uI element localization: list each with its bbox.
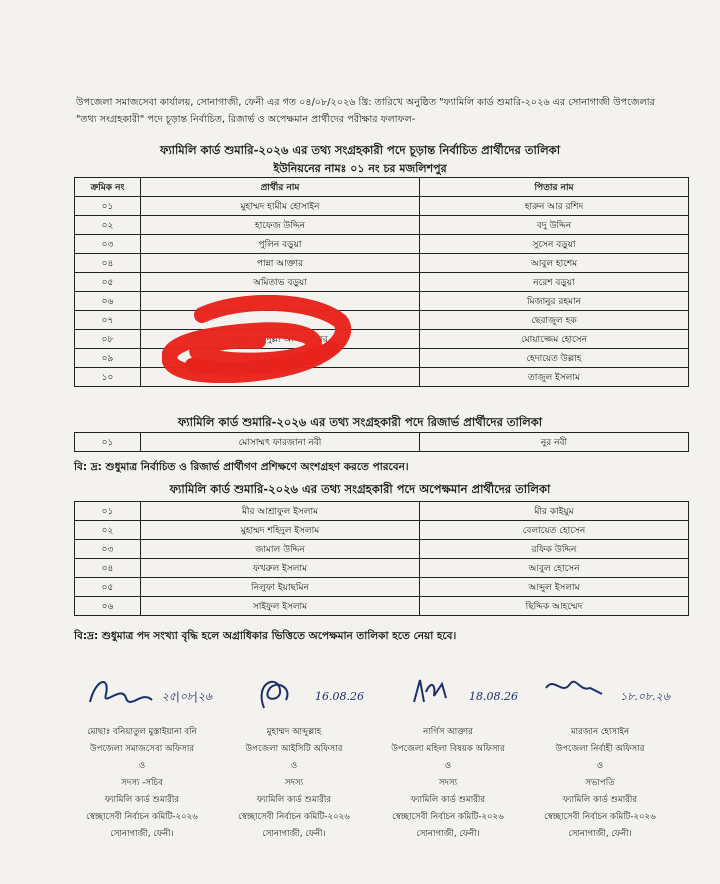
header-candidate-name: প্রার্থীর নাম (141, 178, 420, 197)
signatory-2 (214, 672, 374, 843)
candidate-name-cell: মুহাম্মদ হামীম হোসাইন (141, 197, 420, 216)
serial-cell: ০২ (75, 521, 141, 540)
table-row (75, 235, 689, 254)
signatory-role: সদস্য (438, 778, 458, 788)
table-row (75, 578, 689, 597)
signatory-name: মুহাম্মদ আব্দুল্লাহ (266, 727, 322, 737)
father-name-cell: সুসেন বড়ুয়া (420, 235, 689, 254)
committee-line-2: স্বেচ্ছাসেবী নির্বাচন কমিটি-২০২৬ (86, 812, 198, 822)
signatory-3 (368, 672, 528, 843)
signatory-role: সদস্য (284, 778, 304, 788)
serial-cell: ০১ (75, 502, 141, 521)
table-row (75, 216, 689, 235)
header-serial: ক্রমিক নং (75, 178, 141, 197)
union-name: ইউনিয়নের নামঃ ০১ নং চর মজলিশপুর (273, 162, 447, 175)
waiting-list-title: ফ্যামিলি কার্ড শুমারি-২০২৬ এর তথ্য সংগ্রহকারী পদে অপেক্ষমান প্রার্থীদের তালিকা (169, 482, 551, 496)
father-name-cell: নরেশ বড়ুয়া (420, 273, 689, 292)
father-name-cell: মোয়াজ্জেম হোসেন (420, 330, 689, 349)
committee-line-2: স্বেচ্ছাসেবী নির্বাচন কমিটি-২০২৬ (544, 812, 656, 822)
candidate-name-cell: ফখরুল ইসলাম (141, 559, 420, 578)
candidate-name-cell: অমিতাভ বড়ুয়া (141, 273, 420, 292)
signatory-designation: উপজেলা আইসিটি অফিসার (245, 744, 343, 754)
serial-cell: ০৮ (75, 330, 141, 349)
table-row (75, 540, 689, 559)
serial-cell: ০৯ (75, 349, 141, 368)
location-text: সোনাগাজী, ফেনী। (416, 829, 480, 839)
father-name-cell: মীর কাইয়ুম (420, 502, 689, 521)
serial-cell: ০৫ (75, 578, 141, 597)
signature-date: ২৫|০৮|২৬ (161, 690, 212, 703)
father-name-cell: রফিক উদ্দিন (420, 540, 689, 559)
candidate-name-cell: হাফেজ উদ্দিন (141, 216, 420, 235)
father-name-cell: বেলায়েত হোসেন (420, 521, 689, 540)
father-name-cell: ছেরাজুল হক (420, 311, 689, 330)
red-scribble-redaction (162, 295, 352, 383)
candidate-name-cell: নিলুফা ইয়াছমিন (141, 578, 420, 597)
father-name-cell: আবুল হোসেন (420, 559, 689, 578)
serial-cell: ০৫ (75, 273, 141, 292)
father-name-cell: আব্দুল ইসলাম (420, 578, 689, 597)
father-name-cell: ছিদ্দিক আহম্মেদ (420, 597, 689, 616)
signature-block (62, 672, 682, 842)
candidate-name-cell: মুহাম্মদ শহিদুল ইসলাম (141, 521, 420, 540)
table-row (75, 433, 689, 452)
signatory-name: মোছাঃ বনিয়াতুল মুস্তাইয়ানা বনি (87, 727, 197, 737)
signatory-designation: উপজেলা মহিলা বিষয়ক অফিসার (391, 744, 505, 754)
selected-list-title: ফ্যামিলি কার্ড শুমারি-২০২৬ এর তথ্য সংগ্রহকারী পদে চূড়ান্ত নির্বাচিত প্রার্থীদের তালিকা (159, 143, 561, 157)
committee-line-2: স্বেচ্ছাসেবী নির্বাচন কমিটি-২০২৬ (392, 812, 504, 822)
table-row (75, 273, 689, 292)
signature-date: ১৮.০৮.২৬ (620, 690, 670, 703)
signature-scribble-icon (540, 672, 620, 718)
location-text: সোনাগাজী, ফেনী। (262, 829, 326, 839)
father-name-cell: হারুন আর রশিদ (420, 197, 689, 216)
serial-cell: ০৬ (75, 292, 141, 311)
father-name-cell: তাজুল ইসলাম (420, 368, 689, 387)
signature-scribble-icon (388, 672, 468, 718)
table-row (75, 597, 689, 616)
candidate-name-cell: সাইফুল ইসলাম (141, 597, 420, 616)
conjunction-text: ও (444, 761, 452, 771)
candidate-name-cell: পুলিন বড়ুয়া (141, 235, 420, 254)
signatory-name: নার্গিস আক্তার (423, 727, 473, 737)
reserve-candidates-table (74, 432, 689, 452)
committee-line-2: স্বেচ্ছাসেবী নির্বাচন কমিটি-২০২৬ (238, 812, 350, 822)
committee-line-1: ফ্যামিলি কার্ড শুমারীর (256, 795, 332, 805)
location-text: সোনাগাজী, ফেনী। (568, 829, 632, 839)
conjunction-text: ও (596, 761, 604, 771)
table-row (75, 521, 689, 540)
father-name-cell: বদু উদ্দিন (420, 216, 689, 235)
serial-cell: ০৬ (75, 597, 141, 616)
serial-cell: ০৭ (75, 311, 141, 330)
signature-scribble-icon (234, 672, 314, 718)
signatory-4 (520, 672, 680, 843)
signatory-designation: উপজেলা নির্বাহী অফিসার (555, 744, 645, 754)
serial-cell: ০৩ (75, 540, 141, 559)
training-note: বি: দ্র: শুধুমাত্র নির্বাচিত ও রিজার্ভ প্রার্থীগণ প্রশিক্ষণে অংশগ্রহণ করতে পারবেন। (74, 461, 409, 473)
candidate-name-cell: মোসাম্মৎ ফারজানা নবী (141, 433, 420, 452)
serial-cell: ০২ (75, 216, 141, 235)
serial-cell: ০৪ (75, 254, 141, 273)
signature-date: 16.08.26 (315, 690, 364, 703)
table-header-row (75, 178, 689, 197)
committee-line-1: ফ্যামিলি কার্ড শুমারীর (410, 795, 486, 805)
waiting-list-note: বি:দ্র: শুধুমাত্র পদ সংখ্যা বৃদ্ধি হলে অগ্রাধিকার ভিত্তিতে অপেক্ষমান তালিকা হতে নেয়া হবে। (74, 630, 457, 642)
location-text: সোনাগাজী, ফেনী। (110, 829, 174, 839)
signatory-name: মারজান হোসাইন (570, 727, 630, 737)
candidate-name-cell: মীর আশ্রাফুল ইসলাম (141, 502, 420, 521)
intro-paragraph: উপজেলা সমাজসেবা কার্যালয়, সোনাগাজী, ফেনী এর গত ০৪/০৮/২০২৬ খ্রি: তারিখে অনুষ্ঠিত "ফ্যামিলি কার্ড শুমারি-২০২৬ এর সোনাগাজী উপজেলার "তথ্য সংগ্রহকারী" পদে চূড়ান্ত নির্বাচিত, রিজার্ভ ও অপেক্ষমান প্রার্থীদের পরীক্ষার ফলাফল- (76, 97, 655, 125)
header-father-name: পিতার নাম (420, 178, 689, 197)
candidate-name-cell: পান্না আক্তার (141, 254, 420, 273)
conjunction-text: ও (290, 761, 298, 771)
serial-cell: ০১ (75, 433, 141, 452)
father-name-cell: মিজানুর রহমান (420, 292, 689, 311)
candidate-name-cell: মোঃ আবদুল্লা আল জাবের (141, 330, 420, 349)
father-name-cell: হেদায়েত উল্লাহ (420, 349, 689, 368)
committee-line-1: ফ্যামিলি কার্ড শুমারীর (104, 795, 180, 805)
signature-date: 18.08.26 (469, 690, 518, 703)
table-row (75, 197, 689, 216)
table-row (75, 502, 689, 521)
serial-cell: ০৪ (75, 559, 141, 578)
table-row (75, 559, 689, 578)
waiting-candidates-table (74, 501, 689, 616)
serial-cell: ১০ (75, 368, 141, 387)
serial-cell: ০১ (75, 197, 141, 216)
conjunction-text: ও (138, 761, 146, 771)
table-row (75, 254, 689, 273)
committee-line-1: ফ্যামিলি কার্ড শুমারীর (562, 795, 638, 805)
signatory-role: সভাপতি (585, 778, 615, 788)
reserve-list-title: ফ্যামিলি কার্ড শুমারি-২০২৬ এর তথ্য সংগ্রহকারী পদে রিজার্ভ প্রার্থীদের তালিকা (177, 415, 543, 429)
father-name-cell: আবুল হাশেম (420, 254, 689, 273)
father-name-cell: নুর নবী (420, 433, 689, 452)
signature-scribble-icon (82, 672, 162, 718)
candidate-name-cell: জামাল উদ্দিন (141, 540, 420, 559)
signatory-designation: উপজেলা সমাজসেবা অফিসার (89, 744, 195, 754)
signatory-role: সদস্য -সচিব (121, 778, 163, 788)
signatory-1 (62, 672, 222, 843)
serial-cell: ০৩ (75, 235, 141, 254)
